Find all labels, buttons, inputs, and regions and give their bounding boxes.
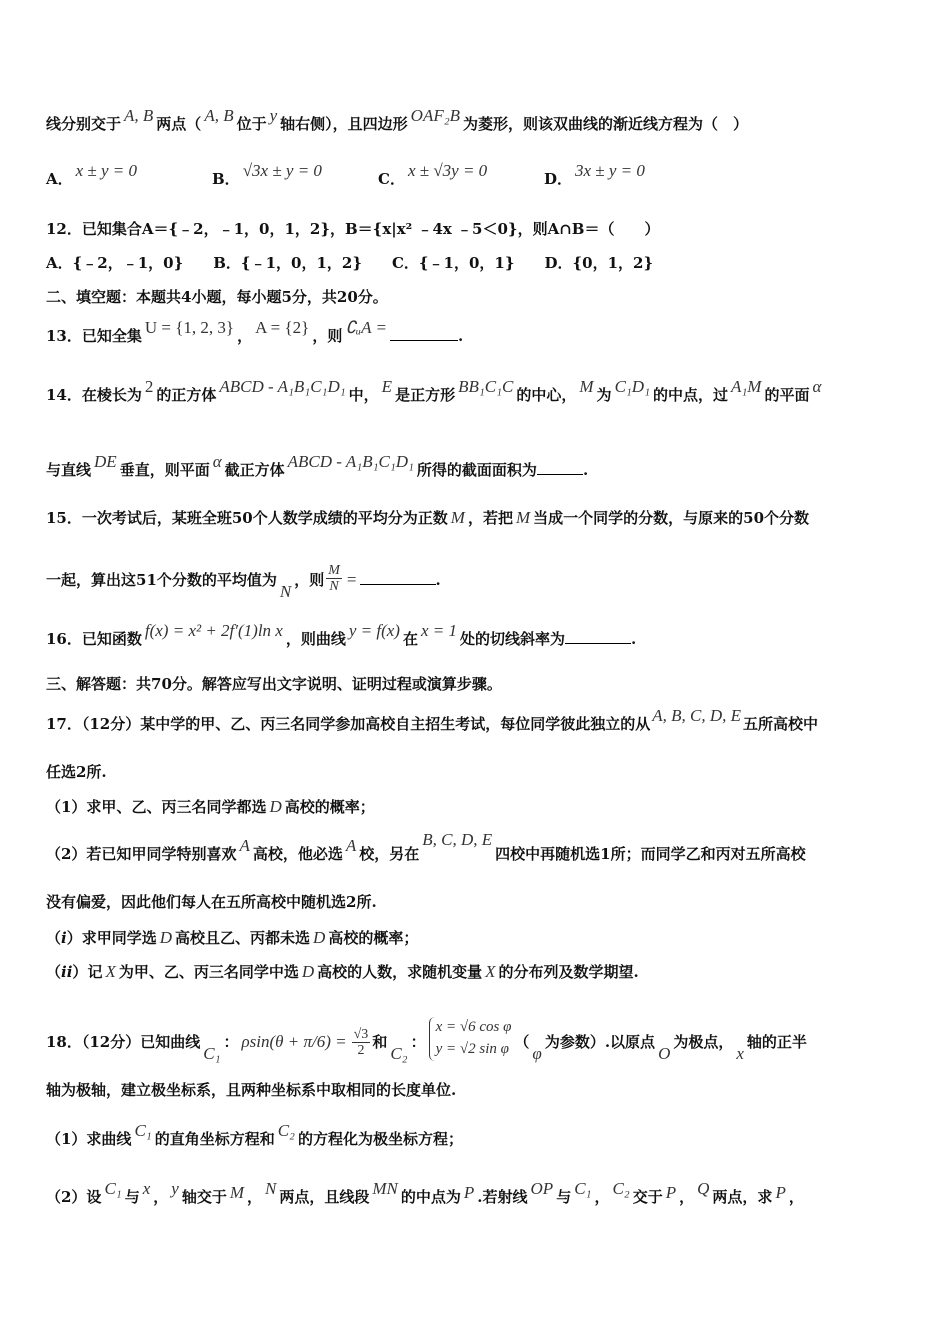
fraction-m-over-n xyxy=(326,563,342,595)
text: ： xyxy=(410,1032,426,1051)
option-label: B． xyxy=(212,170,240,188)
text: （1）求曲线 xyxy=(46,1130,132,1148)
math: A, B xyxy=(204,106,234,125)
text: 两点，且线段 xyxy=(279,1188,370,1206)
math: f(x) = x² + 2f′(1)ln x xyxy=(144,621,283,640)
answer-blank[interactable] xyxy=(537,474,583,475)
text: 为 xyxy=(596,386,612,404)
text: 的中心， xyxy=(516,386,577,404)
math: X xyxy=(105,962,116,981)
math: C₁D₁ xyxy=(614,377,650,396)
math: α xyxy=(812,377,822,396)
math: N xyxy=(265,1179,277,1198)
fraction-sqrt3-over-2 xyxy=(352,1027,371,1059)
q17-part-2 xyxy=(46,830,910,863)
text: 高校，他必选 xyxy=(252,845,343,863)
math: x xyxy=(142,1179,151,1198)
text: 在 xyxy=(402,630,418,648)
text: 交于 xyxy=(632,1188,663,1206)
answer-blank[interactable] xyxy=(360,584,436,585)
text: 为参数）.以原点 xyxy=(544,1032,656,1051)
section-3-heading: 三、解答题：共70分。解答应写出文字说明、证明过程或演算步骤。 xyxy=(46,675,502,693)
math: C₂ xyxy=(277,1121,295,1140)
text: . xyxy=(582,461,589,479)
math: A₁M xyxy=(731,377,762,396)
math: X xyxy=(485,962,496,981)
math: A, B xyxy=(124,106,154,125)
text: 为菱形，则该双曲线的渐近线方程为（ ） xyxy=(463,115,749,133)
text: 中， xyxy=(348,386,379,404)
text: 的正方体 xyxy=(156,386,217,404)
option-expr: x ± y = 0 xyxy=(75,161,138,180)
q15-line-1 xyxy=(46,509,910,526)
text: 与 xyxy=(124,1188,140,1206)
text: ，则 xyxy=(312,327,343,345)
q17-sub-ii: （ii）记 X 为甲、乙、丙三名同学中选 D 高校的人数，求随机变量 X 的分布列及数学期望. xyxy=(46,962,639,981)
math: MN xyxy=(372,1179,398,1198)
math: M xyxy=(515,508,531,527)
text: 四校中再随机选1所；而同学乙和丙对五所高校 xyxy=(495,845,806,863)
text: 的直角坐标方程和 xyxy=(154,1130,275,1148)
text: 与 xyxy=(556,1188,572,1206)
q11-option-a[interactable] xyxy=(46,161,140,189)
q13-line xyxy=(46,318,910,345)
option-label: A． xyxy=(46,170,73,188)
math: α xyxy=(212,452,222,471)
text: 的中点为 xyxy=(400,1188,461,1206)
q15-line-2 xyxy=(46,563,910,601)
math: 2 xyxy=(144,377,154,396)
text: 轴的正半 xyxy=(746,1032,807,1051)
text: ， xyxy=(679,1188,695,1206)
q11-stem-line xyxy=(46,106,910,133)
text: 高校的概率； xyxy=(284,798,375,816)
text: 记 xyxy=(87,963,103,981)
text: ， xyxy=(594,1188,610,1206)
q18-line-2: 轴为极轴，建立极坐标系，且两种坐标系中取相同的长度单位. xyxy=(46,1081,457,1099)
math: P xyxy=(463,1183,475,1202)
text: （2）若已知甲同学特别喜欢 xyxy=(46,845,237,863)
math: ABCD - A₁B₁C₁D₁ xyxy=(287,452,414,471)
q11-option-b[interactable] xyxy=(212,161,325,189)
text: 轴交于 xyxy=(181,1188,227,1206)
text: 一起，算出这51个分数的平均值为 xyxy=(46,570,277,589)
q18-part-1 xyxy=(46,1121,910,1148)
text: 18．（12分）已知曲线 xyxy=(46,1032,201,1051)
q17-part-1 xyxy=(46,798,910,815)
text: 高校的人数，求随机变量 xyxy=(317,963,483,981)
text: 处的切线斜率为 xyxy=(460,630,566,648)
math: C₁ xyxy=(574,1179,592,1198)
text: 和 xyxy=(372,1032,388,1051)
text: 所得的截面面积为 xyxy=(416,461,537,479)
text: 16．已知函数 xyxy=(46,630,142,648)
math: A = {2} xyxy=(255,318,310,337)
math: M xyxy=(229,1183,244,1202)
text: 17．（12分）某中学的甲、乙、丙三名同学参加高校自主招生考试，每位同学彼此独立的从 xyxy=(46,715,651,733)
text: 13．已知全集 xyxy=(46,327,142,345)
text: 两点，求 xyxy=(712,1188,773,1206)
text: 校，另在 xyxy=(359,845,420,863)
math: y = f(x) xyxy=(348,621,400,640)
text: . xyxy=(631,630,637,648)
text: 是正方形 xyxy=(395,386,456,404)
text: 为极点， xyxy=(673,1032,734,1051)
numerator: √3 xyxy=(353,1026,369,1042)
math: N xyxy=(279,581,292,601)
math: O xyxy=(658,1043,671,1063)
option-expr: √3x ± y = 0 xyxy=(242,161,322,180)
q12-stem: 12．已知集合A＝{﹣2，﹣1，0，1，2}，B＝{x|x² ﹣4x ﹣5＜0}，则A∩B＝（ ） xyxy=(46,220,660,238)
text: 垂直，则平面 xyxy=(119,461,210,479)
math: y xyxy=(269,106,278,125)
text: 15．一次考试后，某班全班50个人数学成绩的平均分为正数 xyxy=(46,509,448,527)
math: C₁ xyxy=(203,1043,221,1063)
text: 截正方体 xyxy=(224,461,285,479)
math: x = 1 xyxy=(420,621,458,640)
math: C₂ xyxy=(390,1043,408,1063)
math: DE xyxy=(94,452,117,471)
math: E xyxy=(381,377,393,396)
q17-sub-i: （i）求甲同学选 D 高校且乙、丙都未选 D 高校的概率； xyxy=(46,928,419,947)
math: B, C, D, E xyxy=(422,830,493,849)
option-label: D． xyxy=(544,170,573,188)
text: 的平面 xyxy=(764,386,810,404)
section-2-heading: 二、填空题：本题共4小题，每小题5分，共20分。 xyxy=(46,288,388,306)
math: C₁ xyxy=(104,1179,122,1198)
q17-line-2: 任选2所. xyxy=(46,763,107,781)
text: 的方程化为极坐标方程； xyxy=(297,1130,463,1148)
math: M xyxy=(579,377,594,396)
math: ∁ᵤA = xyxy=(345,318,387,337)
answer-blank[interactable] xyxy=(565,643,631,644)
sub-label: ii xyxy=(61,963,73,981)
text: 求甲同学选 xyxy=(81,929,157,947)
equation: y = √2 sin φ xyxy=(435,1040,509,1057)
text: 与直线 xyxy=(46,461,92,479)
text: 位于 xyxy=(236,115,267,133)
text: 高校且乙、丙都未选 xyxy=(175,929,311,947)
option-label: C． xyxy=(378,170,405,188)
denominator: 2 xyxy=(357,1043,365,1059)
text: 为甲、乙、丙三名同学中选 xyxy=(118,963,299,981)
text: 两点（ xyxy=(156,115,202,133)
text: ， xyxy=(153,1188,169,1206)
math: φ xyxy=(532,1043,542,1063)
math: ρsin(θ + π/6) = xyxy=(241,1031,347,1051)
math: U = {1, 2, 3} xyxy=(144,318,235,337)
text: ， xyxy=(237,327,253,345)
math: A xyxy=(345,836,357,855)
math: P xyxy=(665,1183,677,1202)
text: ， xyxy=(788,1188,804,1206)
q14-line-1 xyxy=(46,377,910,404)
numerator: M xyxy=(328,563,340,578)
text: ，则 xyxy=(294,570,325,589)
q16-line xyxy=(46,621,910,648)
text: 的分布列及数学期望. xyxy=(498,963,639,981)
math: M xyxy=(450,508,465,527)
q12-options[interactable]: A．{﹣2，﹣1，0} B．{﹣1，0，1，2} C．{﹣1，0，1} D．{0，1，2} xyxy=(46,254,654,272)
math: OAF₂B xyxy=(410,106,461,125)
math: y xyxy=(171,1179,179,1198)
math: Q xyxy=(697,1179,710,1198)
text: 14．在棱长为 xyxy=(46,386,142,404)
text: （2）设 xyxy=(46,1188,102,1206)
math: BB₁C₁C xyxy=(458,377,514,396)
option-expr: x ± √3y = 0 xyxy=(407,161,488,180)
text: ，若把 xyxy=(467,509,513,527)
q11-option-c[interactable] xyxy=(378,161,490,189)
math: C₁ xyxy=(134,1121,152,1140)
math: C₂ xyxy=(612,1179,630,1198)
text: . xyxy=(435,570,441,589)
text: 高校的概率； xyxy=(328,929,419,947)
math: A, B, C, D, E xyxy=(652,706,742,725)
math: ABCD - A₁B₁C₁D₁ xyxy=(219,377,346,396)
text: （ xyxy=(514,1032,530,1051)
text: 轴右侧），且四边形 xyxy=(280,115,408,133)
text: 当成一个同学的分数，与原来的50个分数 xyxy=(533,509,810,527)
q11-option-d[interactable] xyxy=(544,161,648,189)
option-expr: 3x ± y = 0 xyxy=(575,161,645,180)
q18-line-1 xyxy=(46,1021,910,1065)
text: ： xyxy=(223,1032,239,1051)
math: = xyxy=(346,569,357,589)
text: ， xyxy=(247,1188,263,1206)
q14-line-2 xyxy=(46,452,910,479)
text: （1）求甲、乙、丙三名同学都选 xyxy=(46,798,267,816)
text: 五所高校中 xyxy=(743,715,819,733)
math: OP xyxy=(530,1179,554,1198)
q18-part-2 xyxy=(46,1179,910,1206)
sub-label: i xyxy=(61,929,67,947)
equation: x = √6 cos φ xyxy=(435,1019,512,1035)
math: P xyxy=(775,1183,786,1202)
math: D xyxy=(269,797,282,816)
parametric-system xyxy=(429,1017,512,1061)
math: D xyxy=(313,928,326,947)
math: D xyxy=(159,928,173,947)
text: . xyxy=(457,327,464,345)
denominator: N xyxy=(329,579,339,595)
text: 线分别交于 xyxy=(46,115,122,133)
answer-blank[interactable] xyxy=(390,340,458,341)
text: 的中点，过 xyxy=(653,386,729,404)
text: ，则曲线 xyxy=(285,630,346,648)
math: A xyxy=(239,836,250,855)
text: .若射线 xyxy=(477,1188,528,1206)
q17-line-1 xyxy=(46,706,910,733)
math: D xyxy=(301,962,315,981)
math: x xyxy=(736,1043,744,1063)
q17-part-2-line-2: 没有偏爱，因此他们每人在五所高校中随机选2所. xyxy=(46,893,377,911)
